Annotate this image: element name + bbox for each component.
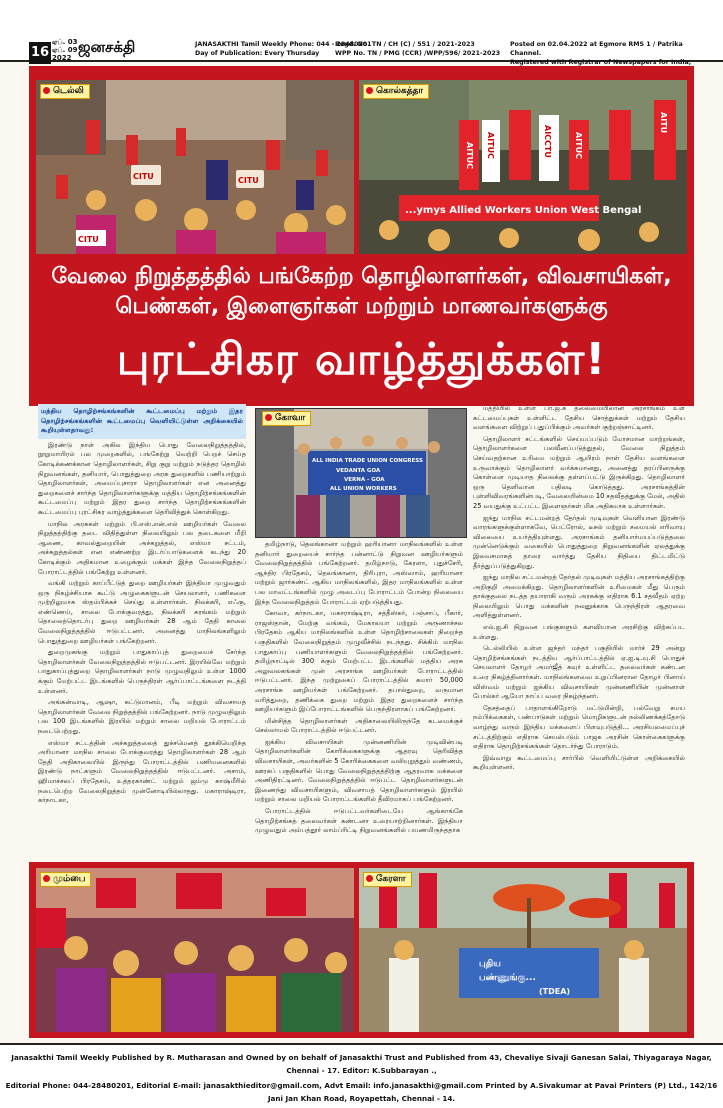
article-paragraph: எஸ்மா சட்டத்தின் அச்சுறுத்தலைத் துச்சமெனத் தூக்கியெறிந்த அரியானா மாநில சாலை போக்குவரத்து தொழிலாளர்கள் 28 ஆம் தேதி அதிகாலையில் இருந்து போராட்டத்தில் பணிமனைகளில் இரண்டு நாட்களும் வேலைநிறுத்தத்தில் ஈடுபட்டனர். அசாம், ஹிமாச்சலப் பிரதேசம், உத்தரகாண்ட் மற்றும் ஜம்மு காஷ்மீரில் நடைபெற்ற வேலைநிறுத்தம் முன்னோடியில்லாதது. மகாராஷ்டிரா, கர்நாடகா, — [38, 738, 246, 805]
article-paragraph: துறைமுகங்கு மற்றும் பாதுகாப்புத் துறையைச் சேர்ந்த தொழிலாளர்கள் வேலைநிறுத்தத்தில் ஈடுபட்டனர். இரயில்வே மற்றும் பாதுகாப்புத்துறை தொழிலாளர்கள் நாடு முழுவதிலும் உள்ள 1000 க்கும் மேற்பட்ட இடங்களில் பெருந்திரள் ஆர்ப்பாட்டங்களை நடத்தி உள்ளனர். — [38, 648, 246, 695]
page-number: 16 — [29, 42, 51, 64]
article-paragraph: தமிழ்நாடு, தெலங்கானா மற்றும் ஹரியானா மாநிலங்களில் உள்ள தனியார் துறையைச் சார்ந்த பன்னாட்டு நிறுவன ஊழியர்களும் வேலைநிறுத்தத்தில் பங்கேற்றனர். தமிழ்நாடு, கேரளா, புதுச்சேரி, ஆந்திர பிரதேசம், தெலங்கானா, திரிபுரா, அஸ்ஸாம், ஹரியானா மற்றும் ஜார்கண்ட் ஆகிய மாநிலங்களில், இதர மாநிலங்களில் உள்ள பல மாவட்டங்களில் முழு அடைப்பு போராட்டம் போன்ற நிலையை இந்த வேலைநிறுத்தம் போராட்டம் ஏற்படுத்தியது. — [255, 540, 463, 606]
masthead: ஜனசக்தி — [78, 38, 136, 56]
delhi-rally-image — [36, 80, 354, 254]
photo-mumbai-protest — [36, 868, 354, 1032]
article-column-3 — [473, 404, 685, 859]
placard-text: CITU — [133, 172, 154, 181]
article-paragraph: வங்கி மற்றும் காப்பீட்டுத் துறை ஊழியர்கள் இந்தியா முழுவதும் ஒரு நிகழ்ச்சியாக கூட்டு அழுகைகளுடன் செயலாளர், பணிகளை முற்றிலுமாக ஸ்தம்பிக்கச் செய்து உள்ளார்கள். நிலக்கரி, எஃகு, எண்ணெய், சாலை போக்குவரத்து, நிலக்கரி சுரங்கம் மற்றும் தொலைத்தொடர்பு துறை ஊழியர்கள் 28 ஆம் தேதி காலை வேலைநிறுத்தத்தில் ஈடுபட்டனர். அனைத்து மாநிலங்களிலும் பொதுத்துறை ஊழியர்கள் பங்கேற்றனர். — [38, 579, 246, 645]
banner-text: VERNA - GOA — [344, 477, 385, 483]
banner-text: AITUC — [465, 142, 474, 169]
placard-text: CITU — [78, 235, 99, 244]
pin-icon — [366, 875, 373, 882]
location-tag — [363, 872, 412, 887]
banner-text: (TDEA) — [539, 987, 571, 996]
regd-number: Regd. No. TN / CH (C) / 551 / 2021-2023 — [335, 41, 475, 48]
banner-text: பண்ணுங்கு... — [479, 973, 536, 983]
page-footer — [0, 1043, 723, 1108]
location-tag-label: கோவா — [275, 413, 306, 423]
banner-text: ALL UNION WORKERS — [330, 486, 397, 492]
footer-contact-line: Editorial Phone: 044-28480201, Editorial E-mail: janasakthieditor@gmail.com, Advt Email: info.janasakthi@gmail.com Printed by A.Sivakumar at Pavai Printers (P) Ltd., 142/16 Jani Jan Khan Road, Royapettah, Chennai - 14. — [5, 1081, 718, 1103]
article-paragraph: அங்கன்வாடி, ஆஷா, கட்டுமானம், பீடி மற்றும் விவசாயத் தொழிலாளர்கள் வேலை நிறுத்தத்தில் பங்கேற்றனர். நாடு முழுவதிலும் பல 100 இடங்களில் இரயில் மற்றும் சாலை மறியல் போராட்டம் நடைபெற்றது. — [38, 698, 246, 735]
posted-line: Posted on 02.04.2022 at Egmore RMS 1 / Patrika Channel. — [510, 41, 683, 57]
location-tag-label: டெல்லி — [53, 86, 84, 96]
headline-line-1: வேலை நிறுத்தத்தில் பங்கேற்ற தொழிலாளர்கள், விவசாயிகள், — [51, 264, 672, 289]
article-paragraph: மத்தியில் உள்ள பா.ஜ.க தலைமையிலான அரசாங்கம் உள் கட்டமைப்புகள் உள்ளிட்ட தேசிய சொத்துக்கள் மற்றும் தேசிய வளங்களை விற்றுப் புதுப்பிக்கும் அவர்கள் குற்றஞ்சாட்டினர். — [473, 404, 685, 432]
article-paragraph: தேசத்தைப் பாதாளங்கிறோடு மட்டுமின்றி, பல்வேறு சமய நம்பிக்கைகள், பண்பாடுகள் மற்றும் மொழிகளுடன் நல்லிணக்கத்தோடு வாழ்ந்து வரும் இந்திய மக்களைப் பிளவுபடுத்தி... அரசியலமைப்புச் சட்டத்திற்கும் எதிராக செயல்படும் பாஜக அரசின் கொள்கைகளுக்கு எதிராக தொழிற்சங்கங்கள் தொடர்ந்து போராடும். — [473, 703, 685, 751]
headline-main: புரட்சிகர வாழ்த்துக்கள்! — [116, 334, 607, 385]
article-paragraph: கோவா, கர்நாடகா, மகாராஷ்டிரா, சத்தீஸ்கர், பஞ்சாப், பீகார், ராஜஸ்தான், மேற்கு வங்கம், மேகாலயா மற்றும் அருணாச்சல பிரதேசம் ஆகிய மாநிலங்களில் உள்ள தொழிற்சாலைகள் நிறைந்த பகுதிகளில் வேலைநிறுத்தம் முழுவீச்சில் நடந்தது. சிக்கிம் மாநில பாதுகாப்பு பணியாளர்களும் வேலைநிறுத்தத்தில் பங்கேற்றனர். தமிழ்நாட்டில் 300 க்கும் மேற்பட்ட இடங்களில் மத்திய அரசு அலுவலகங்கள் முன் அரசாங்க ஊழியர்கள் போராட்டத்தில் ஈடுபட்டனர். இந்த முற்றுகைப் போராட்டத்தில் சுமார் 50,000 அரசாங்க ஊழியர்கள் பங்கேற்றனர். தபால்துறை, வருமான வரித்துறை, தணிக்கை துறை மற்றும் இதர துறைகளைச் சார்ந்த ஊழியர்களும் இப்போராட்டங்களில் பெருந்திரளாகப் பங்கேற்றனர். — [255, 609, 463, 714]
location-tag — [40, 84, 90, 99]
photo-goa-protest — [255, 408, 467, 538]
banner-text: VEDANTA GOA — [336, 468, 381, 474]
kolkata-rally-image — [359, 80, 687, 254]
article-paragraph: இவ்வாறு கூட்டமைப்பு சார்பில் வெளியிட்டுள்ள அறிக்கையில் கூறியுள்ளனர். — [473, 753, 685, 772]
header-registration — [335, 40, 500, 58]
issue-date-line: ஏப். 03 — [52, 38, 78, 46]
banner-text: AITUC — [486, 132, 495, 159]
banner-text: ...ymys Allied Workers Union West Bengal — [405, 205, 642, 216]
location-tag-label: கேரளா — [376, 874, 406, 884]
wpp-number: WPP No. TN / PMG (CCR) /WPP/596/ 2021-2023 — [335, 50, 501, 57]
publication-day: Day of Publication: Every Thursday — [195, 50, 320, 57]
article-paragraph: ஐக்கிய விவசாயிகள் முன்னணியின் முடிவின்படி தொழிலாளர்களின் கோரிக்கைகளுக்கு ஆதரவு தெரிவித்த விவசாயிகள், அவர்களின் 5 கோரிக்கைகளை வலியுறுத்தும் வண்ணம், ஊரகப் பகுதிகளில் பொது வேலைநிறுத்தத்திற்கு ஆதரவாக மக்களை அணிதிரட்டினர். வேலைநிறுத்தத்தில் ஈடுபட்ட தொழிலாளர்களுடன் இணைந்து விவசாயிகளும், விவசாயத் தொழிலாளர்களும் இரயில் மற்றும் சாலை மறியல் போராட்டங்களில் தீவிரமாகப் பங்கேற்றனர். — [255, 737, 463, 804]
photo-delhi-rally — [36, 80, 354, 254]
location-tag — [262, 411, 311, 426]
article-paragraph: டெல்லியில் உள்ள ஜந்தர் மந்தர் பகுதியில் மார்ச் 29 அன்று தொழிற்சங்கங்கள் நடத்திய ஆர்ப்பாட்டத்தில் ஏ.ஐ.டி.யு.சி பொதுச் செயலாளர் தோழர் அமர்ஜீத் கவுர் உள்ளிட்ட தலைவர்கள் கண்டன உரை நிகழ்த்தினார்கள். மாநிலங்களவை உறுப்பினரான தோழர் பினாய் விஸ்வம் மற்றும் ஐக்கிய விவசாயிகள் முன்னணியின் முன்னாள் போல்கர் ஆயோ நாப்ப வரை நிகழ்ந்தனர். — [473, 644, 685, 701]
banner-text: ALL INDIA TRADE UNION CONGRESS — [312, 458, 423, 464]
location-tag — [363, 84, 429, 99]
banner-text: புதிய — [479, 959, 501, 969]
kerala-protest-image — [359, 868, 687, 1032]
footer-publisher-line: Janasakthi Tamil Weekly Published by R. Mutharasan and Owned by on behalf of Janasakthi Trust and Published from 43, Chevaliye Sivaji Ganesan Salai, Thiyagaraya Nagar, Chennai - 17. Editor: K.Subbarayan ., — [11, 1053, 712, 1075]
article-paragraph: போராட்டத்தில் ஈடுபட்டவர்களிடையே ஆங்காங்கே தொழிற்சங்கத் தலைவர்கள் கண்டனா உரையாற்றினார்கள். இந்தியா முழுவதும் அம்பத்தூர் லாம்ப்ரிட்டி நிறுவனங்களில் பயணமிருந்ததாக — [255, 807, 463, 835]
article-lead: மத்திய தொழிற்சங்கங்களின் கூட்டமைப்பு மற்றும் இதர தொழிற்சங்கங்களின் கூட்டமைப்பு வெளியிட்டுள்ள அறிக்கையில் கூறியுள்ளதாவது: — [38, 404, 246, 439]
article-paragraph: தொழிலாளர் சட்டங்களில் செய்யப்படும் மோசமான மாற்றங்கள், தொழிலாளர்களை பலவீனப்படுத்துதல், வேலை நிறுத்தம் செய்வதற்கான உரிமை மற்றும் ஆயிரம் நாள் தேசிய வளங்களை உருவாக்கும் தொழிலாளர் வர்க்கமானது, அனைத்து தரப்பினருக்கு கொள்ளை முடியாத நிலைக்கு தள்ளப்பட்டு இருக்கிறது. தொழிலாளர் ஒரு தெளிவான பதிலடி கொடுத்தது. அரசாங்கத்தின் புள்ளிவிவரங்களின்படி, வேலையின்மை 10 சதவீதத்துக்கு மேல், அதில் 25 வயதுக்கு உட்பட்ட இளைஞர்கள் மிக அதிகமாக உள்ளார்கள். — [473, 434, 685, 510]
placard-text: CITU — [238, 176, 259, 185]
pin-icon — [366, 87, 373, 94]
issue-date-line: 2022 — [52, 54, 72, 62]
banner-text: AITUC — [574, 132, 583, 159]
article-paragraph: எல்.ஐ.சி நிறுவன பங்குகளும் களவியான அரசிற்கு விற்கப்பட உள்ளது. — [473, 623, 685, 641]
registered-line: Registered with Registrar of Newspapers for India, — [510, 59, 692, 66]
headline-subtitle — [40, 262, 683, 322]
article-paragraph: மாநில அரசுகள் மற்றும் பி.எஸ்.என்.எல் ஊழியர்கள் வேலை நிறுத்தத்திற்கு தடை விதித்துள்ள நிலையிலும் பல தடைகளை மீறி ஆணை, காவல்துறையின் அச்சுறுத்தல், எஸ்மா சட்டம், அச்சுறுத்தல்கள் என எண்ணற்ற இடர்ப்பாடுகளைக் கடந்து 20 கோடிக்கும் அதிகமான உழைக்கும் மக்கள் இந்த வேலைநிறுத்தப் போராட்டத்தில் பங்கேற்று உள்ளனர். — [38, 519, 246, 576]
location-tag-label: மும்பை — [53, 874, 86, 884]
location-tag — [40, 872, 91, 887]
page-header — [0, 0, 723, 66]
article-paragraph: ஐந்து மாநில சட்டமன்றத் தேர்தல் முடிவுகள் வெளியான இரண்டு வாரங்களுக்குள்ளாகவே, பெட்ரோல், டீசல் மற்றும் சமையல் எரிவாயு விலையை உயர்த்தியுள்ளது. அரசாங்கம் தனியார்மயப்படுத்தலை முன்னெடுக்கும் வகையில் பொதுத்துறை நிறுவனங்களின் ஏலத்துக்கு இலவசமாகத் தாரை வார்த்து தேசிய நிதியை திட்டமிட்டு தீர்த்துப்படுத்துகிறது. — [473, 513, 685, 570]
article-column-2 — [255, 540, 463, 858]
mumbai-protest-image — [36, 868, 354, 1032]
pin-icon — [265, 414, 272, 421]
article-paragraph: ஐந்து மாநில சட்டமன்றத் தேர்தல் முடிவுகள் மத்திய அரசாங்கத்திற்கு அறிகுறி அமைக்கிறது. தொழிலாளர்களின் உரிமைகள் மீது பெரும் தாக்குதலை நடத்த தயாராகி வரும் அரசுக்கு எதிராக 6.1 சதவீதம் ஏற்ற நிலையிலும் பொது மக்களின் நலனுக்காக பெருந்திரள் ஆதரவை அளித்துள்ளனர். — [473, 573, 685, 620]
banner-text: AITU — [659, 112, 668, 134]
issue-date-line: ஏப். 09 — [52, 46, 78, 54]
article-paragraph: இரண்டு நாள் அகில இந்திய பொது வேலைநிறுத்தத்தில், நூறுமாயிரம் பல முறைகளில், பங்கேற்று வெற்றி பெறச் செய்த கோடிக்கணக்கான தொழிலாளர்கள், சிறு குறு மற்றும் நடுத்தர தொழில் நிறுவனங்கள், தனியார், பொதுத்துறை அரசு துறைகளில் பணியாற்றும் தொழிலாளர்கள், அமைப்புசாரா தொழிலாளர்கள் என அனைத்து துறைகளைச் சார்ந்த தொழிலாளர்களுக்கு மத்திய தொழிற்சங்கங்களின் கூட்டமைப்பு மற்றும் இதர துறை சார்ந்த தொழிற்சங்கங்களின் கூட்டமைப்பு புரட்சிகர வாழ்த்துக்களை தெரிவித்துக் கொள்கிறது. — [38, 440, 246, 516]
article-paragraph: மின்சித்த தொழிலாளர்கள் அதிகாலையிலிருந்தே கடமைக்குச் செல்லாமல் போராட்டத்தில் ஈடுபட்டனர். — [255, 716, 463, 735]
headline-line-2: பெண்கள், இளைஞர்கள் மற்றும் மாணவர்களுக்கு — [115, 294, 608, 319]
weekly-line: JANASAKTHI Tamil Weekly Phone: 044 - 28480201 — [195, 41, 372, 48]
location-tag-label: கொல்கத்தா — [376, 86, 424, 96]
pin-icon — [43, 87, 50, 94]
pin-icon — [43, 875, 50, 882]
banner-text: AICCTU — [543, 125, 552, 158]
photo-kerala-protest — [359, 868, 687, 1032]
goa-protest-image — [256, 409, 466, 537]
issue-dates — [52, 38, 78, 62]
photo-kolkata-rally — [359, 80, 687, 254]
article-column-1 — [38, 404, 246, 859]
